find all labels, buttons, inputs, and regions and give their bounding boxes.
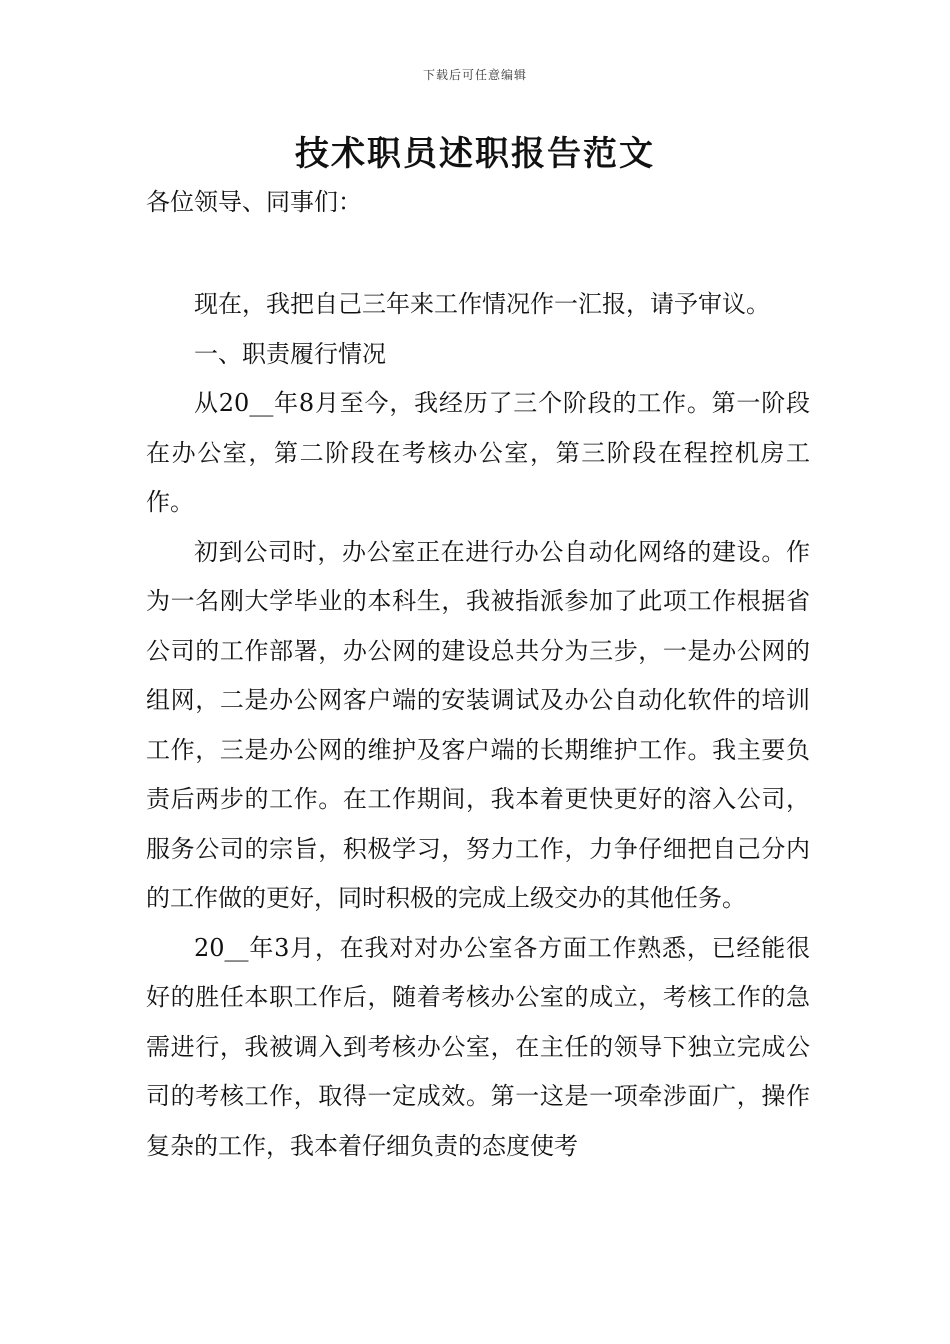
document-title: 技术职员述职报告范文 (295, 134, 655, 174)
section-heading-duties: 一、职责履行情况 (194, 339, 386, 368)
paragraph-office-automation: 初到公司时，办公室正在进行办公自动化网络的建设。作为一名刚大学毕业的本科生，我被指派参加了此项工作根据省公司的工作部署，办公网的建设总共分为三步，一是办公网的组网，二是办公网客户端的安装调试及办公自动化软件的培训工作，三是办公网的维护及客户端的长期维护工作。我主要负责后两步的工作。在工作期间，我本着更快更好的溶入公司，服务公司的宗旨，积极学习，努力工作，力争仔细把自己分内的工作做的更好，同时积极的完成上级交办的其他任务。 (146, 537, 810, 912)
document-body (146, 280, 810, 1171)
salutation: 各位领导、同事们： (146, 188, 362, 216)
paragraph-intro: 现在，我把自己三年来工作情况作一汇报，请予审议。 (194, 290, 770, 318)
page-header-note: 下载后可任意编辑 (422, 68, 527, 82)
paragraph-assessment-office: 20__年3月，在我对对办公室各方面工作熟悉，已经能很好的胜任本职工作后，随着考核办公室的成立，考核工作的急需进行，我被调入到考核办公室，在主任的领导下独立完成公司的考核工作，取得一定成效。第一这是一项牵涉面广，操作复杂的工作，我本着仔细负责的态度使考 (146, 933, 810, 1160)
paragraph-stages: 从20__年8月至今，我经历了三个阶段的工作。第一阶段在办公室，第二阶段在考核办公室，第三阶段在程控机房工作。 (146, 389, 810, 516)
